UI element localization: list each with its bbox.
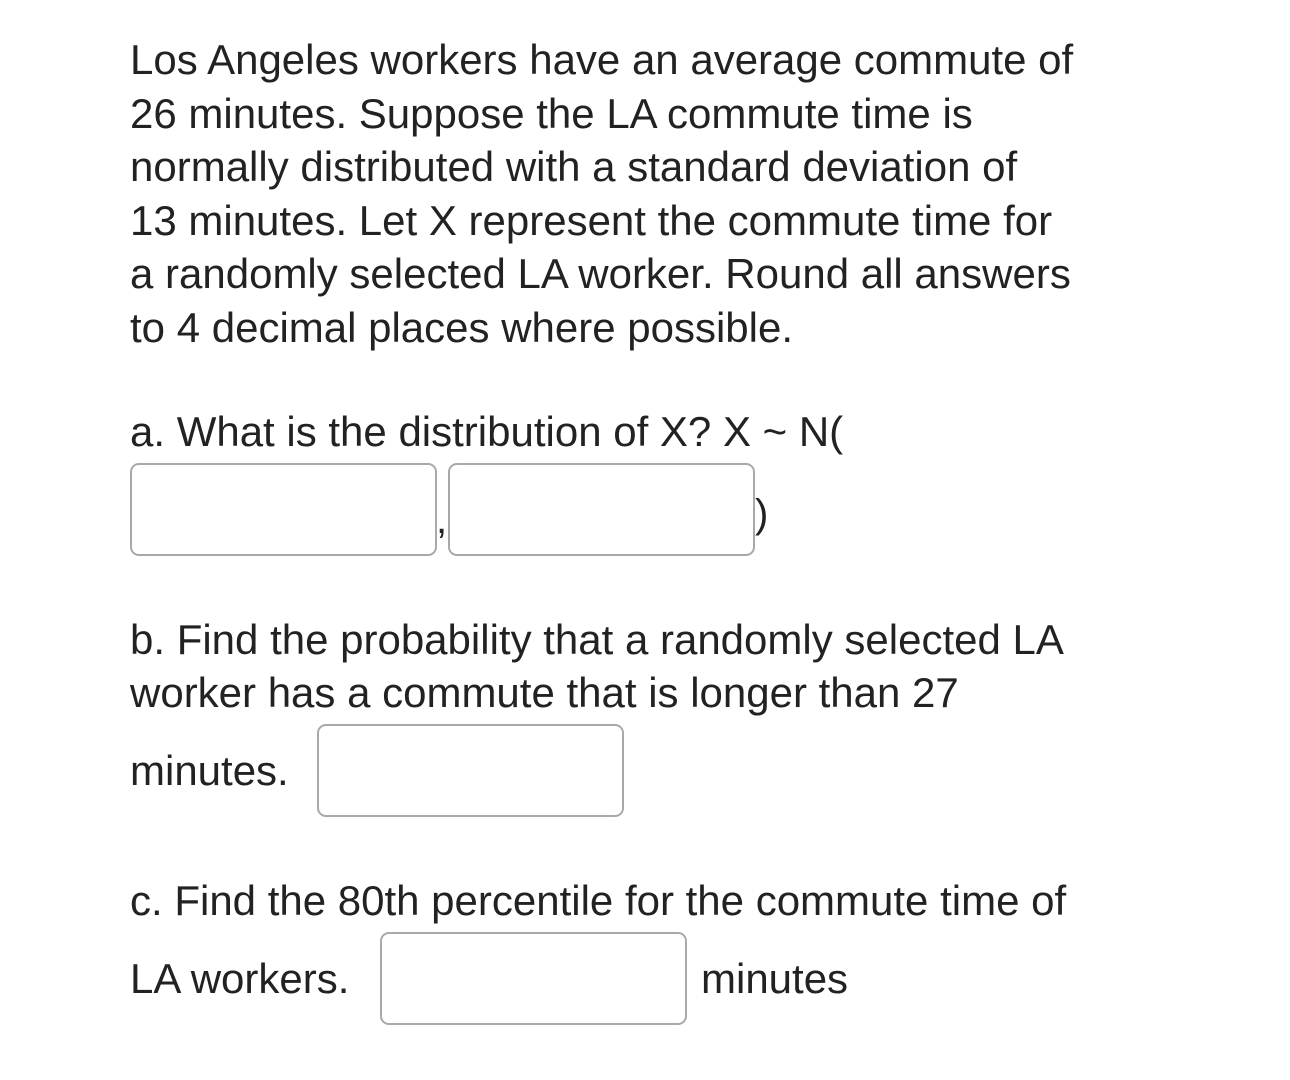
part-a-mean-input[interactable] bbox=[130, 463, 437, 556]
intro-line: 13 minutes. Let X represent the commute time for bbox=[130, 196, 1053, 244]
part-c-line: c. Find the 80th percentile for the commute time of bbox=[130, 877, 1067, 924]
part-a-sd-input[interactable] bbox=[448, 463, 755, 556]
part-b-label: minutes. bbox=[130, 747, 289, 794]
part-c-percentile-input[interactable] bbox=[380, 932, 687, 1025]
part-b-line: worker has a commute that is longer than 27 bbox=[130, 669, 959, 716]
part-b-probability-input[interactable] bbox=[317, 724, 624, 817]
intro-line: normally distributed with a standard deviation of bbox=[130, 143, 1018, 190]
intro-line: to 4 decimal places where possible. bbox=[130, 303, 794, 351]
intro-line: a randomly selected LA worker. Round all answers bbox=[130, 250, 1071, 297]
intro-line: Los Angeles workers have an average commute of bbox=[130, 36, 1074, 83]
part-c-unit: minutes bbox=[701, 955, 849, 1002]
part-a-prompt: a. What is the distribution of X? X ~ N( bbox=[130, 408, 844, 455]
part-c-label: LA workers. bbox=[130, 955, 350, 1002]
intro-line: 26 minutes. Suppose the LA commute time is bbox=[130, 89, 973, 137]
question-intro bbox=[130, 33, 1210, 354]
part-a-closing-paren: ) bbox=[755, 492, 769, 536]
part-a-comma: , bbox=[436, 498, 448, 542]
part-b-line: b. Find the probability that a randomly selected LA bbox=[130, 616, 1064, 663]
